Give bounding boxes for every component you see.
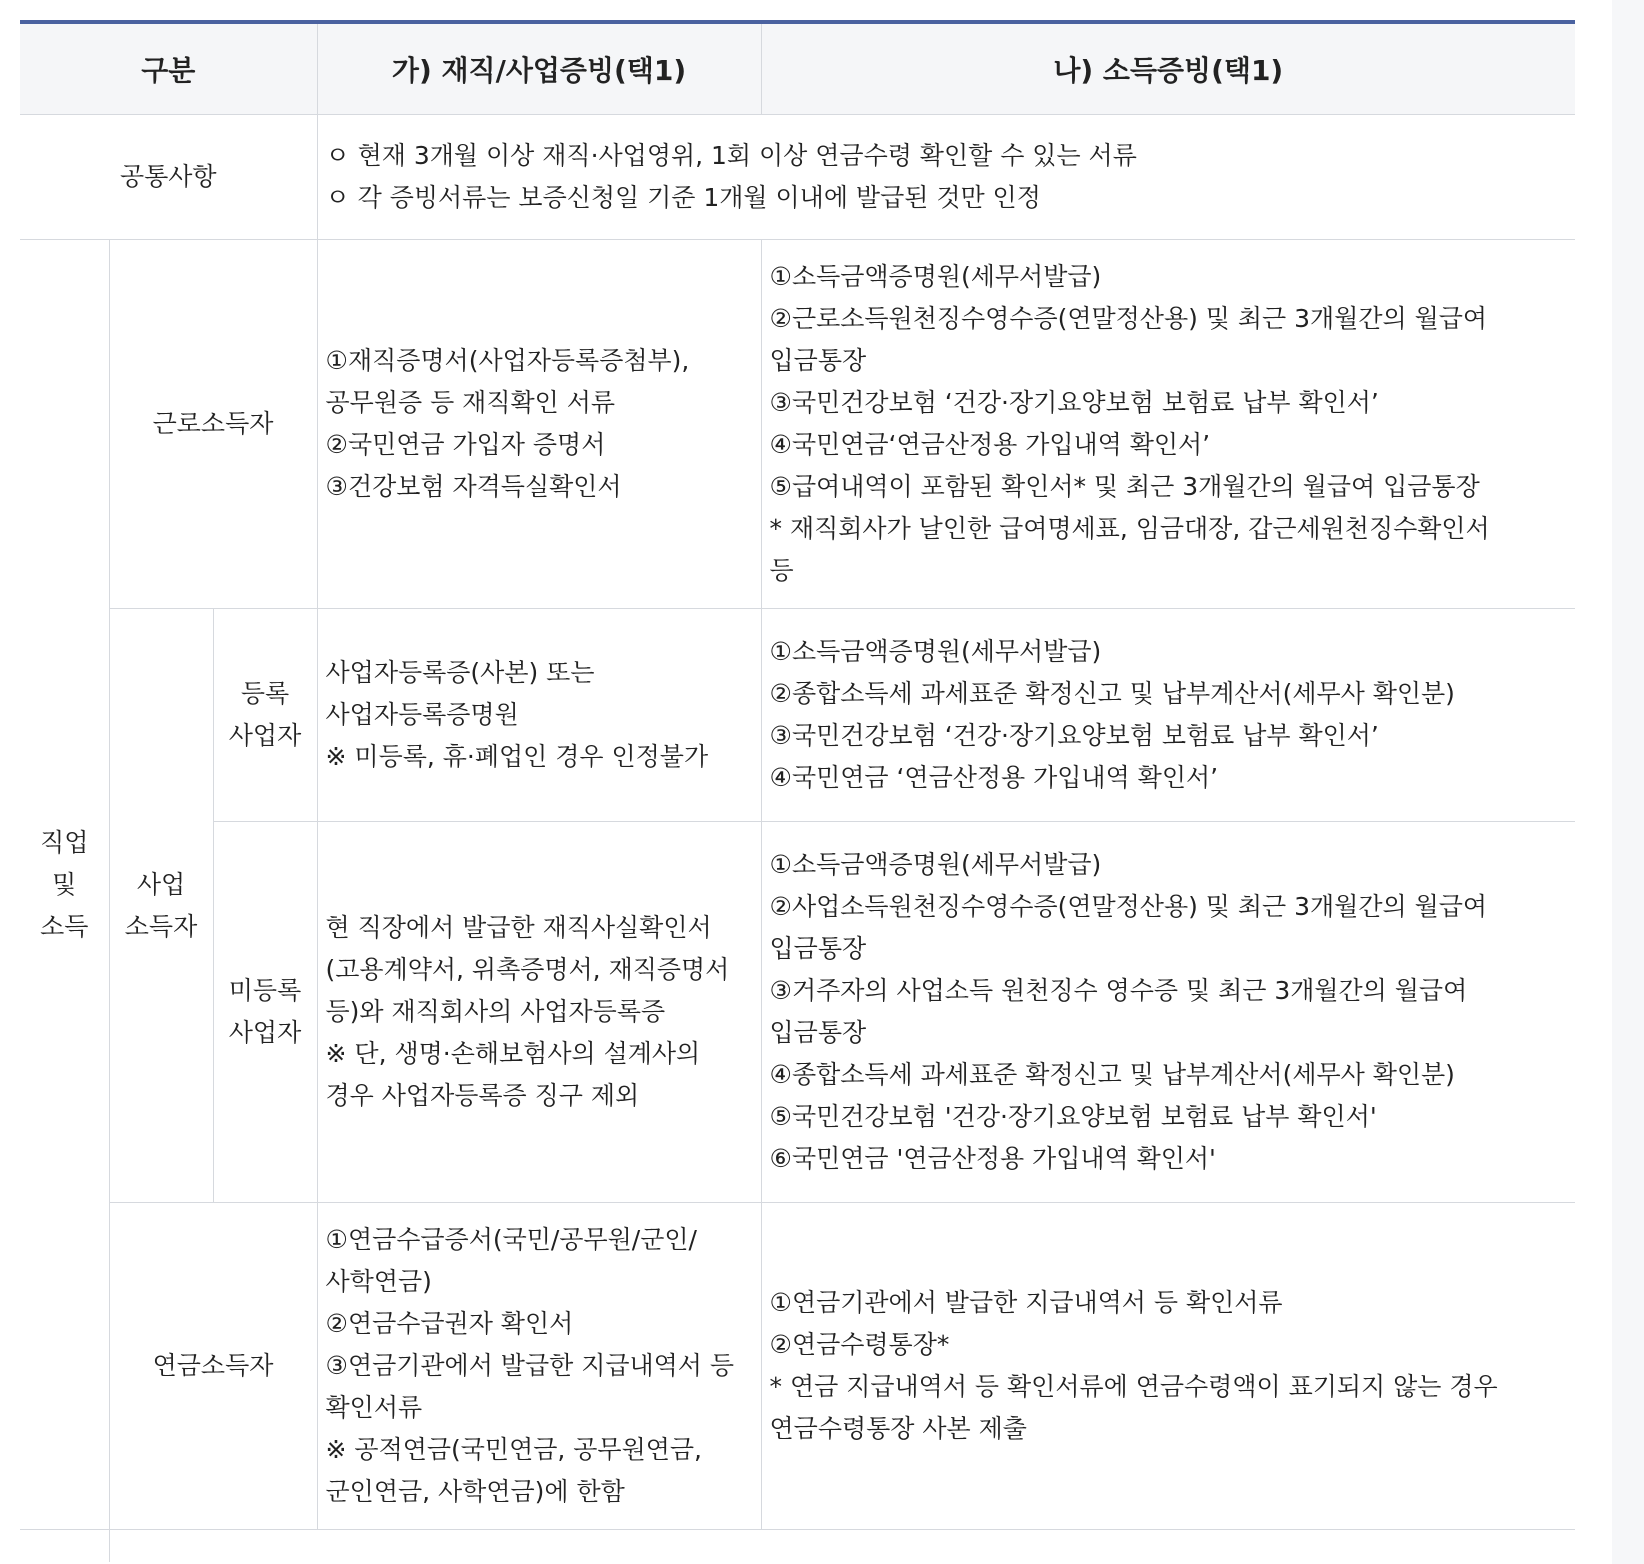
table-header-row [20,22,1575,115]
doc-line: (고용계약서, 위촉증명서, 재직증명서 [325,955,730,984]
common-label: 공통사항 [20,115,317,240]
pension-earner-label: 연금소득자 [109,1203,317,1530]
doc-line: ①연금기관에서 발급한 지급내역서 등 확인서류 [769,1288,1283,1317]
doc-line: ②사업소득원천징수영수증(연말정산용) 및 최근 3개월간의 월급여 [769,892,1488,921]
doc-line: ⑤급여내역이 포함된 확인서* 및 최근 3개월간의 월급여 입금통장 [769,472,1480,501]
doc-line: ①연금수급증서(국민/공무원/군인/ [325,1225,697,1254]
business-income-label [109,609,213,1203]
doc-line: ①재직증명서(사업자등록증첨부), [325,346,690,375]
label-line: 미등록 [228,976,302,1005]
group-label-line: 소득 [40,911,89,941]
doc-line: ③국민건강보험 ‘건강·장기요양보험 보험료 납부 확인서’ [769,721,1379,750]
doc-line: ③거주자의 사업소득 원천징수 영수증 및 최근 3개월간의 월급여 [769,976,1468,1005]
doc-line: 등)와 재직회사의 사업자등록증 [325,997,666,1026]
label-line: 등록 [240,679,290,708]
registered-business-label [213,609,317,822]
scrollbar-track[interactable] [1612,0,1644,1564]
header-income-proof: 나) 소득증빙(택1) [761,22,1575,115]
doc-line: ※ 미등록, 휴·폐업인 경우 인정불가 [325,742,709,771]
unregistered-business-income-docs [761,822,1575,1203]
doc-line: ②종합소득세 과세표준 확정신고 및 납부계산서(세무사 확인분) [769,679,1455,708]
table-row-unregistered-business [20,822,1575,1203]
doc-line: ③국민건강보험 ‘건강·장기요양보험 보험료 납부 확인서’ [769,388,1379,417]
doc-line: * 재직회사가 날인한 급여명세표, 임금대장, 갑근세원천징수확인서 [769,514,1490,543]
doc-line: 군인연금, 사학연금)에 한함 [325,1477,625,1506]
doc-line: ②근로소득원천징수영수증(연말정산용) 및 최근 3개월간의 월급여 [769,304,1488,333]
doc-line: ③건강보험 자격득실확인서 [325,472,622,501]
label-line: 사업 [136,869,186,899]
doc-line: ⑥국민연금 '연금산정용 가입내역 확인서' [769,1144,1216,1173]
doc-line: ②국민연금 가입자 증명서 [325,430,606,459]
wage-earner-employment-docs [317,240,761,609]
group-label-occupation-income [20,240,109,1530]
common-notes [317,115,1575,240]
doc-line: 입금통장 [769,346,867,375]
doc-line: ①소득금액증명원(세무서발급) [769,637,1102,666]
doc-line: 사업자등록증(사본) 또는 [325,658,595,687]
continued-cell [20,1530,109,1563]
header-category: 구분 [20,22,317,115]
common-note-line: ㅇ 각 증빙서류는 보증신청일 기준 1개월 이내에 발급된 것만 인정 [325,183,1041,212]
unregistered-business-label [213,822,317,1203]
document-requirements-table [20,20,1575,1562]
group-label-line: 직업 [40,827,89,857]
doc-line: ④종합소득세 과세표준 확정신고 및 납부계산서(세무사 확인분) [769,1060,1455,1089]
table-row-wage-earner [20,240,1575,609]
table-row-registered-business [20,609,1575,822]
doc-line: ③연금기관에서 발급한 지급내역서 등 [325,1351,735,1380]
pension-earner-income-docs [761,1203,1575,1530]
doc-line: 사학연금) [325,1267,432,1296]
table-row-pension-earner [20,1203,1575,1530]
group-label-line: 및 [52,869,77,899]
doc-line: 등 [769,556,794,585]
doc-line: 확인서류 [325,1393,423,1422]
doc-line: * 연금 지급내역서 등 확인서류에 연금수령액이 표기되지 않는 경우 [769,1372,1498,1401]
label-line: 소득자 [124,911,198,941]
pension-earner-employment-docs [317,1203,761,1530]
common-note-line: ㅇ 현재 3개월 이상 재직·사업영위, 1회 이상 연금수령 확인할 수 있는 서류 [325,141,1137,170]
doc-line: ②연금수령통장* [769,1330,950,1359]
unregistered-business-employment-docs [317,822,761,1203]
doc-line: 공무원증 등 재직확인 서류 [325,388,616,417]
doc-line: 사업자등록증명원 [325,700,519,729]
doc-line: 연금수령통장 사본 제출 [769,1414,1027,1443]
doc-line: ①소득금액증명원(세무서발급) [769,850,1102,879]
doc-line: 입금통장 [769,934,867,963]
table-row-common [20,115,1575,240]
registered-business-income-docs [761,609,1575,822]
doc-line: 현 직장에서 발급한 재직사실확인서 [325,913,712,942]
doc-line: ※ 공적연금(국민연금, 공무원연금, [325,1435,702,1464]
label-line: 사업자 [228,721,302,750]
doc-line: ②연금수급권자 확인서 [325,1309,574,1338]
label-line: 사업자 [228,1018,302,1047]
doc-line: ⑤국민건강보험 '건강·장기요양보험 보험료 납부 확인서' [769,1102,1377,1131]
doc-line: ※ 단, 생명·손해보험사의 설계사의 [325,1039,701,1068]
wage-earner-label: 근로소득자 [109,240,317,609]
registered-business-employment-docs [317,609,761,822]
doc-line: ④국민연금‘연금산정용 가입내역 확인서’ [769,430,1211,459]
doc-line: ④국민연금 ‘연금산정용 가입내역 확인서’ [769,763,1219,792]
wage-earner-income-docs [761,240,1575,609]
doc-line: 경우 사업자등록증 징구 제외 [325,1081,640,1110]
doc-line: ①소득금액증명원(세무서발급) [769,262,1102,291]
header-employment-proof: 가) 재직/사업증빙(택1) [317,22,761,115]
doc-line: 입금통장 [769,1018,867,1047]
continued-cell [109,1530,1575,1563]
table-row-continued [20,1530,1575,1563]
